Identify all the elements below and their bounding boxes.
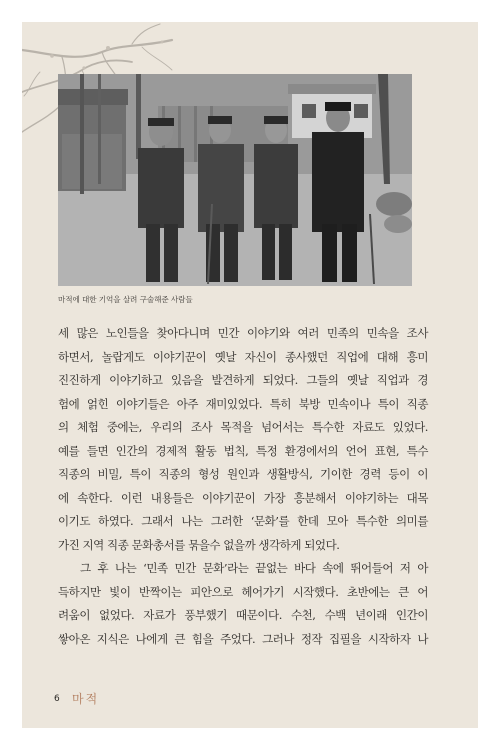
text-line: 진진하게 이야기하고 있음을 발견하게 되었다. 그들의 옛날 직업과 경 [58, 373, 428, 387]
text-line: 이기도 하였다. 그래서 나는 그러한 ‘문화’를 한데 모아 특수한 의미를 [58, 514, 428, 528]
text-line: 득하지만 빛이 반짝이는 피안으로 헤어가기 시작했다. 초반에는 큰 어 [58, 584, 428, 599]
book-title: 마적 [72, 692, 100, 706]
text-line: 려움이 없었다. 자료가 풍부했기 때문이다. 수천, 수백 년이래 인간이 [58, 608, 428, 622]
text-line: 예를 들면 인간의 경제적 활동 법칙, 특정 환경에서의 언어 표현, 특수 [58, 443, 428, 458]
body-text [58, 322, 428, 651]
text-line: 세 많은 노인들을 찾아다니며 민간 이야기와 여러 민족의 민속을 조사 [58, 326, 428, 340]
photo-image [58, 74, 412, 286]
text-line: 의 체험 중에는, 우리의 조사 목적을 넘어서는 특수한 자료도 있었다. [58, 420, 428, 434]
text-line: 그 후 나는 ‘민족 민간 문화’라는 끝없는 바다 속에 뛰어들어 저 아 [80, 561, 428, 575]
book-page [22, 22, 478, 728]
text-line: 에 속한다. 이런 내용들은 이야기꾼이 가장 흥분해서 이야기하는 대목 [58, 490, 428, 505]
page-number: 6 [54, 694, 60, 704]
text-line: 험에 얽힌 이야기들은 아주 재미있었다. 특히 북방 민속이나 특이 직종 [58, 396, 428, 411]
text-line: 가진 지역 직종 문화총서를 묶을수 없을까 생각하게 되었다. [58, 537, 340, 552]
text-line: 쌓아온 지식은 나에게 큰 힘을 주었다. 그러나 정작 집필을 시작하자 나 [58, 631, 428, 646]
text-line: 하면서, 놀랍게도 이야기꾼이 옛날 자신이 종사했던 직업에 대해 흥미 [58, 349, 428, 364]
historical-group-photo [58, 74, 412, 286]
photo-caption: 마적에 대한 기억을 살려 구술해준 사람들 [58, 295, 193, 304]
text-line: 직종의 비밀, 특이 직종의 형성 원인과 생활방식, 기이한 경력 등이 이 [58, 467, 428, 481]
